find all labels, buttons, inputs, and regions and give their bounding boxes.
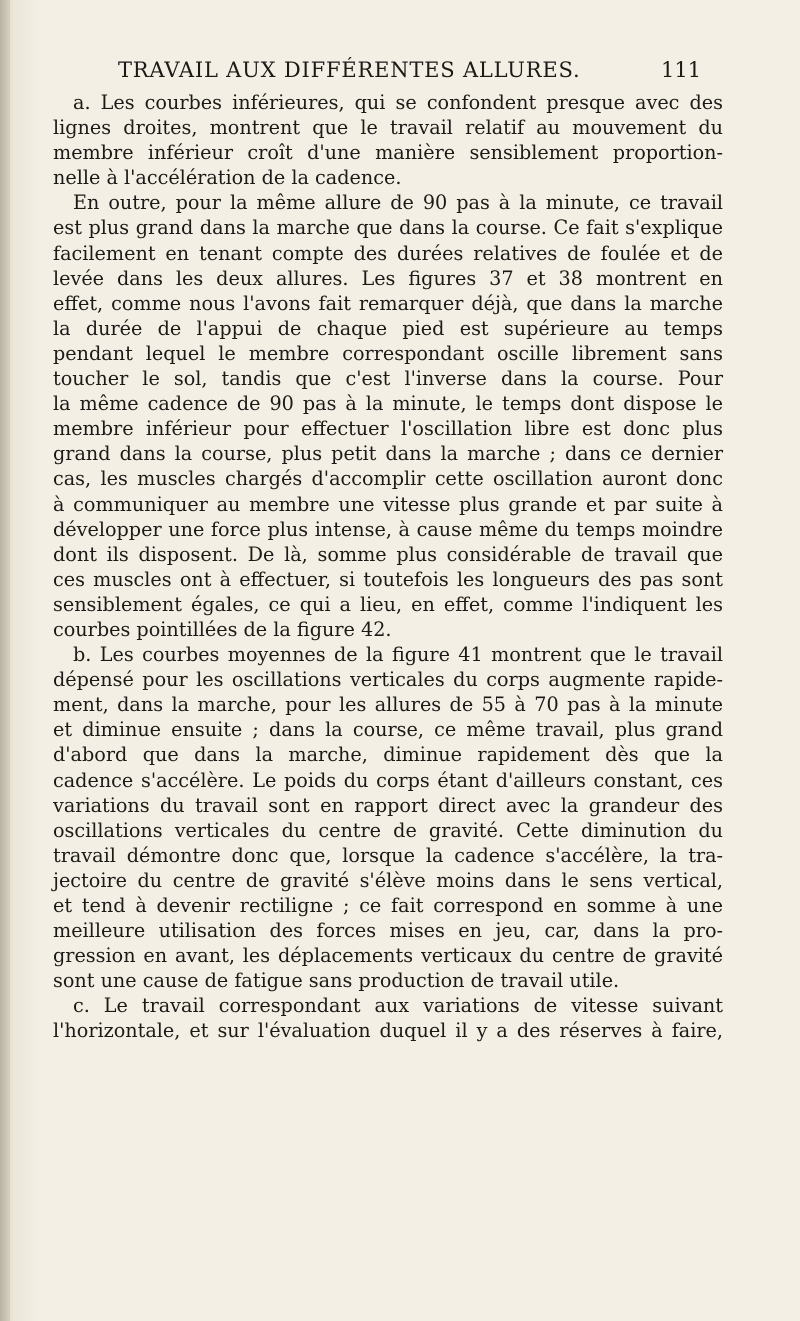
body-text xyxy=(53,90,723,1044)
text-line: dont ils disposent. De là, somme plus considérable de travail que xyxy=(53,542,723,566)
running-title: TRAVAIL AUX DIFFÉRENTES ALLURES. xyxy=(118,58,581,82)
text-line: la même cadence de 90 pas à la minute, le temps dont dispose le xyxy=(53,392,723,416)
text-line: meilleure utilisation des forces mises en jeu, car, dans la pro- xyxy=(53,919,723,943)
text-line: b. Les courbes moyennes de la figure 41 montrent que le travail xyxy=(73,643,723,667)
text-line: grand dans la course, plus petit dans la marche ; dans ce dernier xyxy=(53,442,723,466)
text-line: toucher le sol, tandis que c'est l'inverse dans la course. Pour xyxy=(53,367,723,391)
text-line: En outre, pour la même allure de 90 pas à la minute, ce travail xyxy=(73,191,723,215)
text-line: variations du travail sont en rapport direct avec la grandeur des xyxy=(53,793,723,817)
text-line: développer une force plus intense, à cause même du temps moindre xyxy=(53,517,723,541)
page-number: 111 xyxy=(661,58,702,82)
text-line: et tend à devenir rectiligne ; ce fait correspond en somme à une xyxy=(53,894,723,917)
text-line: membre inférieur croît d'une manière sensiblement proportion- xyxy=(53,141,723,165)
text-line: courbes pointillées de la figure 42. xyxy=(53,617,392,641)
text-line: levée dans les deux allures. Les figures 37 et 38 montrent en xyxy=(53,266,723,290)
text-line: c. Le travail correspondant aux variations de vitesse suivant xyxy=(73,994,723,1018)
text-line: ment, dans la marche, pour les allures de 55 à 70 pas à la minute xyxy=(53,693,723,717)
text-line: cadence s'accélère. Le poids du corps étant d'ailleurs constant, ces xyxy=(53,768,723,792)
text-line: et diminue ensuite ; dans la course, ce même travail, plus grand xyxy=(53,718,723,742)
text-line: oscillations verticales du centre de gravité. Cette diminution du xyxy=(53,818,723,842)
text-line: d'abord que dans la marche, diminue rapidement dès que la xyxy=(53,743,723,767)
text-line: travail démontre donc que, lorsque la cadence s'accélère, la tra- xyxy=(53,843,723,867)
text-line: dépensé pour les oscillations verticales du corps augmente rapide- xyxy=(53,668,723,692)
running-head xyxy=(118,58,702,86)
text-line: sensiblement égales, ce qui a lieu, en effet, comme l'indiquent les xyxy=(53,592,723,616)
text-line: jectoire du centre de gravité s'élève moins dans le sens vertical, xyxy=(53,868,723,892)
text-line: facilement en tenant compte des durées relatives de foulée et de xyxy=(53,241,723,265)
page-gutter xyxy=(0,0,10,1321)
text-line: cas, les muscles chargés d'accomplir cette oscillation auront donc xyxy=(53,467,723,491)
text-line: gression en avant, les déplacements verticaux du centre de gravité xyxy=(53,944,723,968)
text-line: lignes droites, montrent que le travail relatif au mouvement du xyxy=(53,116,723,140)
text-line: effet, comme nous l'avons fait remarquer déjà, que dans la marche xyxy=(53,291,723,315)
text-line: pendant lequel le membre correspondant oscille librement sans xyxy=(53,341,723,365)
text-line: membre inférieur pour effectuer l'oscillation libre est donc plus xyxy=(53,417,723,441)
text-line: est plus grand dans la marche que dans la course. Ce fait s'explique xyxy=(53,216,723,240)
text-line: à communiquer au membre une vitesse plus grande et par suite à xyxy=(53,492,723,516)
text-line: la durée de l'appui de chaque pied est supérieure au temps xyxy=(53,316,723,340)
text-line: sont une cause de fatigue sans production de travail utile. xyxy=(53,969,620,993)
text-line: a. Les courbes inférieures, qui se confondent presque avec des xyxy=(73,91,723,114)
text-line: nelle à l'accélération de la cadence. xyxy=(53,166,402,190)
text-line: l'horizontale, et sur l'évaluation duquel il y a des réserves à faire, xyxy=(53,1019,723,1043)
text-line: ces muscles ont à effectuer, si toutefois les longueurs des pas sont xyxy=(53,567,723,591)
